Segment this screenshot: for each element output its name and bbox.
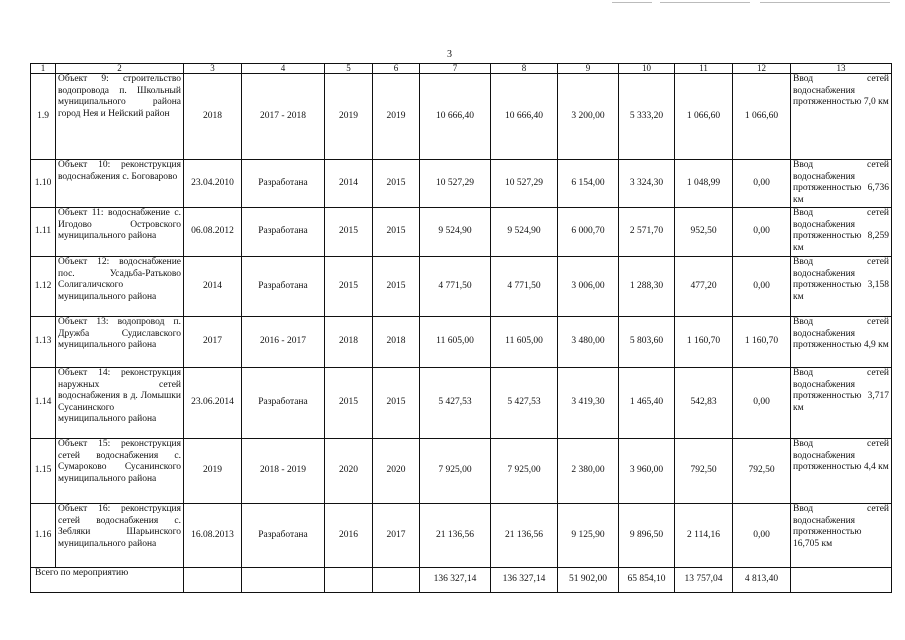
local-funds: 542,83: [675, 368, 733, 439]
expected-result: Ввод сетей водоснабжения протяженностью 6,736 км: [791, 160, 892, 208]
federal-funds: 6 154,00: [558, 160, 619, 208]
empty-cell: [373, 568, 420, 593]
column-number: 12: [733, 64, 791, 74]
design-date: 06.08.2012: [184, 208, 242, 257]
end-year: 2015: [373, 368, 420, 439]
object-name: Объект 10: реконструкция водоснабжения с. Боговарово: [56, 160, 184, 208]
table-row: [31, 257, 892, 317]
design-status: Разработана: [242, 208, 325, 257]
federal-funds: 3 006,00: [558, 257, 619, 317]
end-year: 2019: [373, 74, 420, 160]
end-year: 2018: [373, 317, 420, 368]
column-number: 4: [242, 64, 325, 74]
column-number: 9: [558, 64, 619, 74]
design-date: 23.04.2010: [184, 160, 242, 208]
total-cost: 9 524,90: [420, 208, 491, 257]
regional-funds: 9 896,50: [619, 504, 675, 568]
expected-result: Ввод сетей водоснабжения протяженностью 4,4 км: [791, 439, 892, 504]
row-number: 1.16: [31, 504, 56, 568]
table-row: [31, 160, 892, 208]
column-number: 5: [325, 64, 373, 74]
object-name: Объект 13: водопровод п. Дружба Судиславского муниципального района: [56, 317, 184, 368]
row-number: 1.13: [31, 317, 56, 368]
federal-funds: 6 000,70: [558, 208, 619, 257]
end-year: 2020: [373, 439, 420, 504]
design-date: 16.08.2013: [184, 504, 242, 568]
program-cost: 7 925,00: [491, 439, 558, 504]
total-cost: 21 136,56: [420, 504, 491, 568]
total-label: Всего по мероприятию: [31, 568, 184, 593]
object-name: Объект 16: реконструкция сетей водоснабжения с. Зебляки Шарьинского муниципального района: [56, 504, 184, 568]
total-c9: 51 902,00: [558, 568, 619, 593]
program-cost: 10 666,40: [491, 74, 558, 160]
total-c12: 4 813,40: [733, 568, 791, 593]
program-cost: 10 527,29: [491, 160, 558, 208]
local-funds: 2 114,16: [675, 504, 733, 568]
design-status: 2017 - 2018: [242, 74, 325, 160]
expected-result: Ввод сетей водоснабжения протяженностью 4,9 км: [791, 317, 892, 368]
program-table: [30, 63, 892, 593]
design-date: 2017: [184, 317, 242, 368]
program-cost: 5 427,53: [491, 368, 558, 439]
object-name: Объект 9: строительство водопровода п. Школьный муниципального района город Нея и Нейский район: [56, 74, 184, 160]
other-funds: 1 160,70: [733, 317, 791, 368]
column-number: 10: [619, 64, 675, 74]
column-number: 8: [491, 64, 558, 74]
regional-funds: 5 333,20: [619, 74, 675, 160]
end-year: 2017: [373, 504, 420, 568]
local-funds: 477,20: [675, 257, 733, 317]
other-funds: 0,00: [733, 160, 791, 208]
object-name: Объект 15: реконструкция сетей водоснабжения с. Сумароково Сусанинского муниципального района: [56, 439, 184, 504]
empty-cell: [242, 568, 325, 593]
column-number-row: [31, 64, 892, 74]
federal-funds: 3 480,00: [558, 317, 619, 368]
total-cost: 7 925,00: [420, 439, 491, 504]
total-c10: 65 854,10: [619, 568, 675, 593]
expected-result: Ввод сетей водоснабжения протяженностью 16,705 км: [791, 504, 892, 568]
page-number: 3: [447, 49, 452, 60]
program-cost: 9 524,90: [491, 208, 558, 257]
column-number: 3: [184, 64, 242, 74]
empty-cell: [791, 568, 892, 593]
regional-funds: 2 571,70: [619, 208, 675, 257]
table-row: [31, 317, 892, 368]
total-c7: 136 327,14: [420, 568, 491, 593]
local-funds: 952,50: [675, 208, 733, 257]
object-name: Объект 12: водоснабжение пос. Усадьба-Ратьково Солигаличского муниципального района: [56, 257, 184, 317]
scan-mark: [760, 2, 890, 3]
column-number: 13: [791, 64, 892, 74]
program-cost: 21 136,56: [491, 504, 558, 568]
table-row: [31, 208, 892, 257]
row-number: 1.9: [31, 74, 56, 160]
other-funds: 0,00: [733, 257, 791, 317]
federal-funds: 3 419,30: [558, 368, 619, 439]
design-date: 2014: [184, 257, 242, 317]
expected-result: Ввод сетей водоснабжения протяженностью 3,158 км: [791, 257, 892, 317]
local-funds: 1 160,70: [675, 317, 733, 368]
other-funds: 1 066,60: [733, 74, 791, 160]
federal-funds: 3 200,00: [558, 74, 619, 160]
regional-funds: 5 803,60: [619, 317, 675, 368]
table-row: [31, 439, 892, 504]
federal-funds: 2 380,00: [558, 439, 619, 504]
total-row: [31, 568, 892, 593]
other-funds: 792,50: [733, 439, 791, 504]
table-row: [31, 368, 892, 439]
regional-funds: 3 324,30: [619, 160, 675, 208]
start-year: 2020: [325, 439, 373, 504]
start-year: 2019: [325, 74, 373, 160]
local-funds: 1 066,60: [675, 74, 733, 160]
column-number: 6: [373, 64, 420, 74]
row-number: 1.10: [31, 160, 56, 208]
regional-funds: 1 465,40: [619, 368, 675, 439]
empty-cell: [325, 568, 373, 593]
program-cost: 4 771,50: [491, 257, 558, 317]
row-number: 1.11: [31, 208, 56, 257]
design-date: 23.06.2014: [184, 368, 242, 439]
expected-result: Ввод сетей водоснабжения протяженностью 3,717 км: [791, 368, 892, 439]
object-name: Объект 14: реконструкция наружных сетей водоснабжения в д. Ломышки Сусанинского муниципального района: [56, 368, 184, 439]
other-funds: 0,00: [733, 504, 791, 568]
column-number: 11: [675, 64, 733, 74]
total-cost: 11 605,00: [420, 317, 491, 368]
end-year: 2015: [373, 208, 420, 257]
design-status: 2018 - 2019: [242, 439, 325, 504]
regional-funds: 1 288,30: [619, 257, 675, 317]
total-cost: 4 771,50: [420, 257, 491, 317]
row-number: 1.15: [31, 439, 56, 504]
scan-mark: [660, 2, 750, 3]
end-year: 2015: [373, 160, 420, 208]
column-number: 2: [56, 64, 184, 74]
design-status: Разработана: [242, 368, 325, 439]
end-year: 2015: [373, 257, 420, 317]
design-status: Разработана: [242, 504, 325, 568]
object-name: Объект 11: водоснабжение с. Игодово Островского муниципального района: [56, 208, 184, 257]
start-year: 2016: [325, 504, 373, 568]
expected-result: Ввод сетей водоснабжения протяженностью 8,259 км: [791, 208, 892, 257]
other-funds: 0,00: [733, 368, 791, 439]
design-date: 2019: [184, 439, 242, 504]
column-number: 1: [31, 64, 56, 74]
local-funds: 792,50: [675, 439, 733, 504]
start-year: 2018: [325, 317, 373, 368]
program-cost: 11 605,00: [491, 317, 558, 368]
start-year: 2015: [325, 257, 373, 317]
empty-cell: [184, 568, 242, 593]
regional-funds: 3 960,00: [619, 439, 675, 504]
row-number: 1.12: [31, 257, 56, 317]
start-year: 2015: [325, 208, 373, 257]
start-year: 2015: [325, 368, 373, 439]
expected-result: Ввод сетей водоснабжения протяженностью 7,0 км: [791, 74, 892, 160]
start-year: 2014: [325, 160, 373, 208]
total-cost: 10 527,29: [420, 160, 491, 208]
table-row: [31, 74, 892, 160]
local-funds: 1 048,99: [675, 160, 733, 208]
design-date: 2018: [184, 74, 242, 160]
total-c8: 136 327,14: [491, 568, 558, 593]
total-cost: 5 427,53: [420, 368, 491, 439]
row-number: 1.14: [31, 368, 56, 439]
table-row: [31, 504, 892, 568]
other-funds: 0,00: [733, 208, 791, 257]
federal-funds: 9 125,90: [558, 504, 619, 568]
scan-mark: [612, 2, 652, 3]
design-status: Разработана: [242, 160, 325, 208]
total-cost: 10 666,40: [420, 74, 491, 160]
design-status: Разработана: [242, 257, 325, 317]
total-c11: 13 757,04: [675, 568, 733, 593]
column-number: 7: [420, 64, 491, 74]
design-status: 2016 - 2017: [242, 317, 325, 368]
